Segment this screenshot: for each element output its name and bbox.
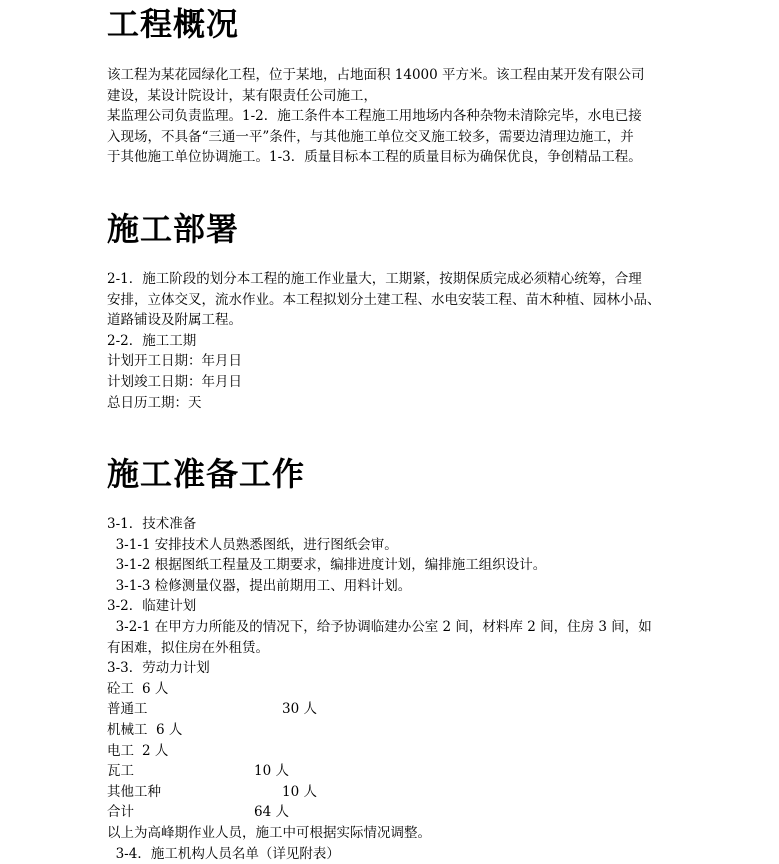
labor-row <box>107 782 667 803</box>
labor-type: 机械工 <box>107 720 148 741</box>
labor-row <box>107 802 667 823</box>
labor-count: 6 人 <box>156 720 182 741</box>
paragraph-line: 2-2．施工工期 <box>107 331 667 352</box>
labor-row <box>107 720 667 741</box>
labor-type: 其他工种 <box>107 782 161 803</box>
paragraph-line: 2-1．施工阶段的划分本工程的施工作业量大，工期紧，按期保质完成必须精心统筹，合理 <box>107 269 667 290</box>
paragraph-line: 3-1-2 根据图纸工程量及工期要求，编排进度计划，编排施工组织设计。 <box>107 555 667 576</box>
labor-row <box>107 699 667 720</box>
preparation-work-paragraph <box>107 514 667 864</box>
paragraph-line: 某监理公司负责监理。1-2．施工条件本工程施工用地场内各种杂物未清除完毕，水电已接 <box>107 106 667 127</box>
paragraph-line: 计划开工日期：年月日 <box>107 351 667 372</box>
paragraph-line: 建设，某设计院设计，某有限责任公司施工， <box>107 86 667 107</box>
paragraph-line: 计划竣工日期：年月日 <box>107 372 667 393</box>
paragraph-line: 有困难，拟住房在外租赁。 <box>107 638 667 659</box>
paragraph-line: 3-1-1 安排技术人员熟悉图纸，进行图纸会审。 <box>107 535 667 556</box>
paragraph-line: 以上为高峰期作业人员，施工中可根据实际情况调整。 <box>107 823 667 844</box>
section-heading-construction-deployment: 施工部署 <box>107 209 239 249</box>
paragraph-line: 安排，立体交叉，流水作业。本工程拟划分土建工程、水电安装工程、苗木种植、园林小品、 <box>107 290 667 311</box>
labor-count: 2 人 <box>142 741 168 762</box>
paragraph-line: 3-1-3 检修测量仪器，提出前期用工、用料计划。 <box>107 576 667 597</box>
paragraph-line: 入现场，不具备“三通一平”条件，与其他施工单位交叉施工较多，需要边清理边施工，并 <box>107 127 667 148</box>
labor-type: 瓦工 <box>107 761 134 782</box>
labor-count: 6 人 <box>142 679 168 700</box>
labor-count: 64 人 <box>254 802 289 823</box>
labor-count: 30 人 <box>282 699 317 720</box>
labor-type: 砼工 <box>107 679 134 700</box>
labor-row <box>107 741 667 762</box>
labor-type: 普通工 <box>107 699 148 720</box>
paragraph-line: 3-3．劳动力计划 <box>107 658 667 679</box>
labor-count: 10 人 <box>254 761 289 782</box>
labor-count: 10 人 <box>282 782 317 803</box>
section-heading-project-overview: 工程概况 <box>107 4 239 44</box>
paragraph-line: 3-2．临建计划 <box>107 596 667 617</box>
paragraph-line: 3-4．施工机构人员名单（详见附表） <box>107 844 667 864</box>
paragraph-line: 总日历工期：天 <box>107 393 667 414</box>
paragraph-line: 3-2-1 在甲方力所能及的情况下，给予协调临建办公室 2 间，材料库 2 间，住房 3 间，如 <box>107 617 667 638</box>
paragraph-line: 3-1．技术准备 <box>107 514 667 535</box>
construction-deployment-paragraph <box>107 269 667 413</box>
labor-type: 电工 <box>107 741 134 762</box>
section-heading-preparation-work: 施工准备工作 <box>107 454 305 494</box>
paragraph-line: 于其他施工单位协调施工。1-3．质量目标本工程的质量目标为确保优良，争创精品工程。 <box>107 147 667 168</box>
labor-type: 合计 <box>107 802 134 823</box>
paragraph-line: 道路铺设及附属工程。 <box>107 310 667 331</box>
paragraph-line: 该工程为某花园绿化工程，位于某地，占地面积 14000 平方米。该工程由某开发有限公司 <box>107 65 667 86</box>
labor-row <box>107 679 667 700</box>
labor-row <box>107 761 667 782</box>
project-overview-paragraph <box>107 65 667 168</box>
